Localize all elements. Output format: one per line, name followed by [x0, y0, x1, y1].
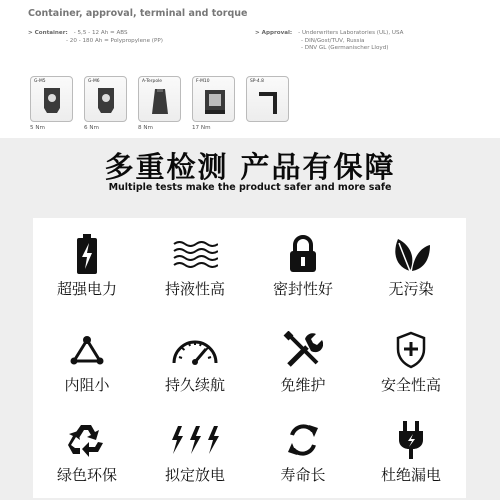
container-line: - 5,5 - 12 Ah = ABS	[73, 30, 128, 36]
terminal-image	[192, 76, 235, 122]
feature-label: 无污染	[388, 280, 434, 298]
feature-item	[141, 418, 249, 485]
speedometer-icon	[170, 333, 220, 367]
terminal-torque: 8 Nm	[138, 125, 153, 131]
feature-item	[141, 232, 249, 299]
terminal-image	[138, 76, 181, 122]
terminal-code: SP-4.8	[250, 79, 264, 84]
feature-label: 内阻小	[64, 376, 110, 394]
terminal-code: F-M10	[196, 79, 210, 84]
feature-label: 密封性好	[272, 280, 333, 298]
feature-label: 持液性高	[164, 280, 225, 298]
approval-line: - DNV GL (Germanischer Lloyd)	[301, 45, 389, 52]
terminal-item	[192, 76, 235, 131]
terminal-image	[30, 76, 73, 122]
terminal-list	[30, 76, 289, 131]
recycle-icon	[67, 421, 107, 459]
feature-item	[33, 418, 141, 485]
terminal-torque: 17 Nm	[192, 125, 211, 131]
triangle-nodes-icon	[70, 335, 104, 365]
terminal-item	[30, 76, 73, 131]
plug-icon	[396, 420, 426, 460]
feature-label: 安全性高	[380, 376, 441, 394]
leaves-icon	[390, 235, 432, 273]
subline: Multiple tests make the product safer and more safe	[108, 182, 392, 193]
terminal-plate-icon	[95, 86, 117, 116]
refresh-cycle-icon	[285, 422, 321, 458]
container-spec	[28, 30, 163, 45]
terminal-code: A-Terpole	[142, 79, 162, 84]
feature-label: 绿色环保	[56, 466, 117, 484]
feature-label: 杜绝漏电	[380, 466, 441, 484]
feature-label: 免维护	[280, 376, 326, 394]
approval-label: > Approval:	[255, 30, 293, 36]
terminal-code: G-M5	[34, 79, 46, 84]
spec-section	[0, 0, 500, 140]
feature-label: 寿命长	[280, 466, 326, 484]
feature-label: 超强电力	[56, 280, 117, 298]
approval-spec	[255, 30, 404, 53]
feature-item	[249, 418, 357, 485]
terminal-code: G-M6	[88, 79, 100, 84]
feature-section	[0, 138, 500, 500]
feature-item	[249, 232, 357, 299]
terminal-box-icon	[203, 86, 227, 116]
feature-item	[357, 328, 465, 395]
headline: 多重检测 产品有保障	[104, 150, 396, 184]
terminal-torque: 6 Nm	[84, 125, 99, 131]
shield-plus-icon	[395, 331, 427, 369]
approval-line: - DIN/Gost/TUV, Russia	[301, 37, 365, 44]
container-label: > Container:	[28, 30, 68, 36]
feature-label: 持久续航	[164, 376, 225, 394]
feature-card	[33, 218, 466, 498]
feature-item	[249, 328, 357, 395]
spec-title: Container, approval, terminal and torque	[28, 8, 248, 19]
battery-charge-icon	[76, 233, 98, 275]
padlock-icon	[288, 235, 318, 273]
approval-line: - Underwriters Laboratories (UL), USA	[298, 30, 404, 36]
terminal-torque: 5 Nm	[30, 125, 45, 131]
feature-item	[33, 328, 141, 395]
container-line: - 20 - 180 Ah = Polypropylene (PP)	[66, 37, 163, 44]
feature-item	[357, 418, 465, 485]
feature-item	[357, 232, 465, 299]
terminal-image	[246, 76, 289, 122]
tools-icon	[283, 331, 323, 369]
terminal-item	[138, 76, 181, 131]
terminal-plate-icon	[41, 86, 63, 116]
terminal-image	[84, 76, 127, 122]
feature-label: 拟定放电	[164, 466, 225, 484]
lightning-bolts-icon	[169, 425, 221, 455]
feature-item	[33, 232, 141, 299]
liquid-waves-icon	[172, 239, 218, 269]
feature-item	[141, 328, 249, 395]
terminal-hook-icon	[257, 86, 281, 116]
terminal-item	[246, 76, 289, 131]
terminal-item	[84, 76, 127, 131]
terminal-post-icon	[149, 86, 171, 116]
